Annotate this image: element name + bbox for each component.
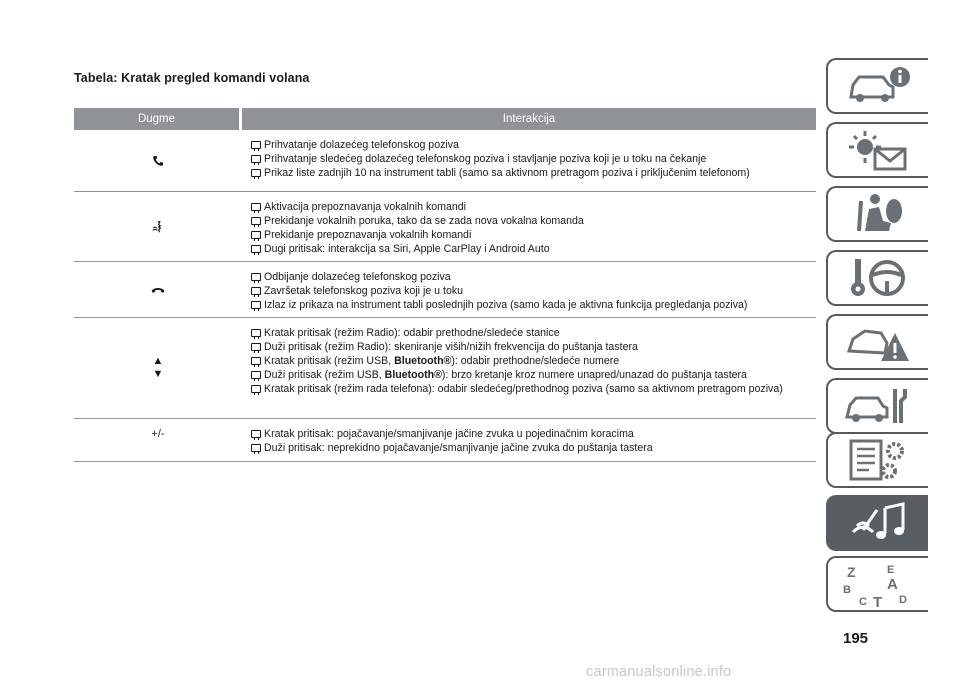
svg-text:Z: Z	[847, 564, 856, 580]
warning-lights-icon	[841, 127, 915, 173]
chapter-tab-multimedia[interactable]	[826, 495, 928, 551]
header-button: Dugme	[137, 113, 176, 125]
list-item: Aktivacija prepoznavanja vokalnih komandi	[250, 200, 816, 214]
interaction-cell	[242, 318, 816, 418]
svg-text:D: D	[899, 594, 907, 606]
car-tools-icon	[841, 383, 915, 429]
list-item: Prekidanje vokalnih poruka, tako da se zada nova vokalna komanda	[250, 214, 816, 228]
chapter-tab-seat-airbag[interactable]	[826, 186, 928, 242]
chapter-tab-car-warning[interactable]	[826, 314, 928, 370]
list-item: Duži pritisak (režim Radio): skeniranje viših/nižih frekvencija do puštanja tastera	[250, 340, 816, 354]
car-info-icon	[841, 63, 915, 109]
table-row	[74, 318, 816, 419]
multimedia-music-icon	[841, 500, 915, 546]
svg-text:B: B	[843, 584, 851, 596]
index-letters-icon	[841, 561, 915, 607]
list-item: Izlaz iz prikaza na instrument tabli poslednjih poziva (samo kada je aktivna funkcija pregledanja poziva)	[250, 298, 816, 312]
seat-airbag-icon	[841, 191, 915, 237]
page-number: 195	[843, 630, 869, 647]
table-row	[74, 130, 816, 192]
chapter-tab-car-info[interactable]	[826, 58, 928, 114]
button-cell	[74, 419, 242, 461]
list-item: Kratak pritisak: pojačavanje/smanjivanje jačine zvuka u pojedinačnim koracima	[250, 427, 816, 441]
list-item: Dugi pritisak: interakcija sa Siri, Apple CarPlay i Android Auto	[250, 242, 816, 256]
watermark: carmanualsonline.info	[586, 664, 732, 680]
volume-plus-minus-label: +/-	[151, 428, 165, 440]
list-item: Završetak telefonskog poziva koji je u toku	[250, 284, 816, 298]
table-title: Tabela: Kratak pregled komandi volana	[74, 71, 310, 85]
list-item: Kratak pritisak (režim USB, Bluetooth®): odabir prethodne/sledeće numere	[250, 354, 816, 368]
chapter-tab-key-steering[interactable]	[826, 250, 928, 306]
interaction-cell	[242, 192, 816, 261]
svg-text:C: C	[859, 596, 867, 607]
key-steering-wheel-icon	[841, 255, 915, 301]
interaction-cell	[242, 262, 816, 317]
button-cell	[74, 130, 242, 191]
svg-text:T: T	[873, 594, 883, 607]
list-item: Prihvatanje dolazećeg telefonskog poziva	[250, 138, 816, 152]
button-cell	[74, 262, 242, 317]
svg-text:A: A	[887, 576, 898, 593]
interaction-cell	[242, 419, 816, 461]
phone-hangup-icon	[151, 285, 165, 295]
car-warning-icon	[841, 319, 915, 365]
button-cell	[74, 192, 242, 261]
list-item: Kratak pritisak (režim rada telefona): odabir sledećeg/prethodnog poziva (samo sa aktivnom pretragom poziva)	[250, 382, 816, 396]
table-header	[74, 108, 816, 130]
table-row	[74, 262, 816, 318]
list-item: Prekidanje prepoznavanja vokalnih komandi	[250, 228, 816, 242]
list-item: Duži pritisak (režim USB, Bluetooth®): brzo kretanje kroz numere unapred/unazad do puštanja tastera	[250, 368, 816, 382]
steering-controls-table	[74, 108, 816, 462]
button-cell	[74, 318, 242, 418]
list-item: Duži pritisak: neprekidno pojačavanje/smanjivanje jačine zvuka do puštanja tastera	[250, 441, 816, 455]
chapter-tab-index[interactable]	[826, 556, 928, 612]
table-row	[74, 419, 816, 462]
chapter-tab-document-gear[interactable]	[826, 432, 928, 488]
arrow-up-icon: ▲	[152, 355, 164, 367]
table-row	[74, 192, 816, 262]
chapter-tab-car-tools[interactable]	[826, 378, 928, 434]
document-gear-icon	[841, 437, 915, 483]
list-item: Prikaz liste zadnjih 10 na instrument tabli (samo sa aktivnom pretragom poziva i priključenim telefonom)	[250, 166, 816, 180]
svg-text:E: E	[887, 564, 895, 576]
list-item: Odbijanje dolazećeg telefonskog poziva	[250, 270, 816, 284]
chapter-tab-warning-lights[interactable]	[826, 122, 928, 178]
interaction-cell	[242, 130, 816, 191]
header-interaction: Interakcija	[502, 113, 556, 125]
list-item: Kratak pritisak (režim Radio): odabir prethodne/sledeće stanice	[250, 326, 816, 340]
voice-command-icon	[151, 220, 165, 234]
arrow-down-icon: ▼	[152, 368, 164, 380]
phone-answer-icon	[152, 155, 164, 167]
list-item: Prihvatanje sledećeg dolazećeg telefonskog poziva i stavljanje poziva koji je u toku na čekanje	[250, 152, 816, 166]
